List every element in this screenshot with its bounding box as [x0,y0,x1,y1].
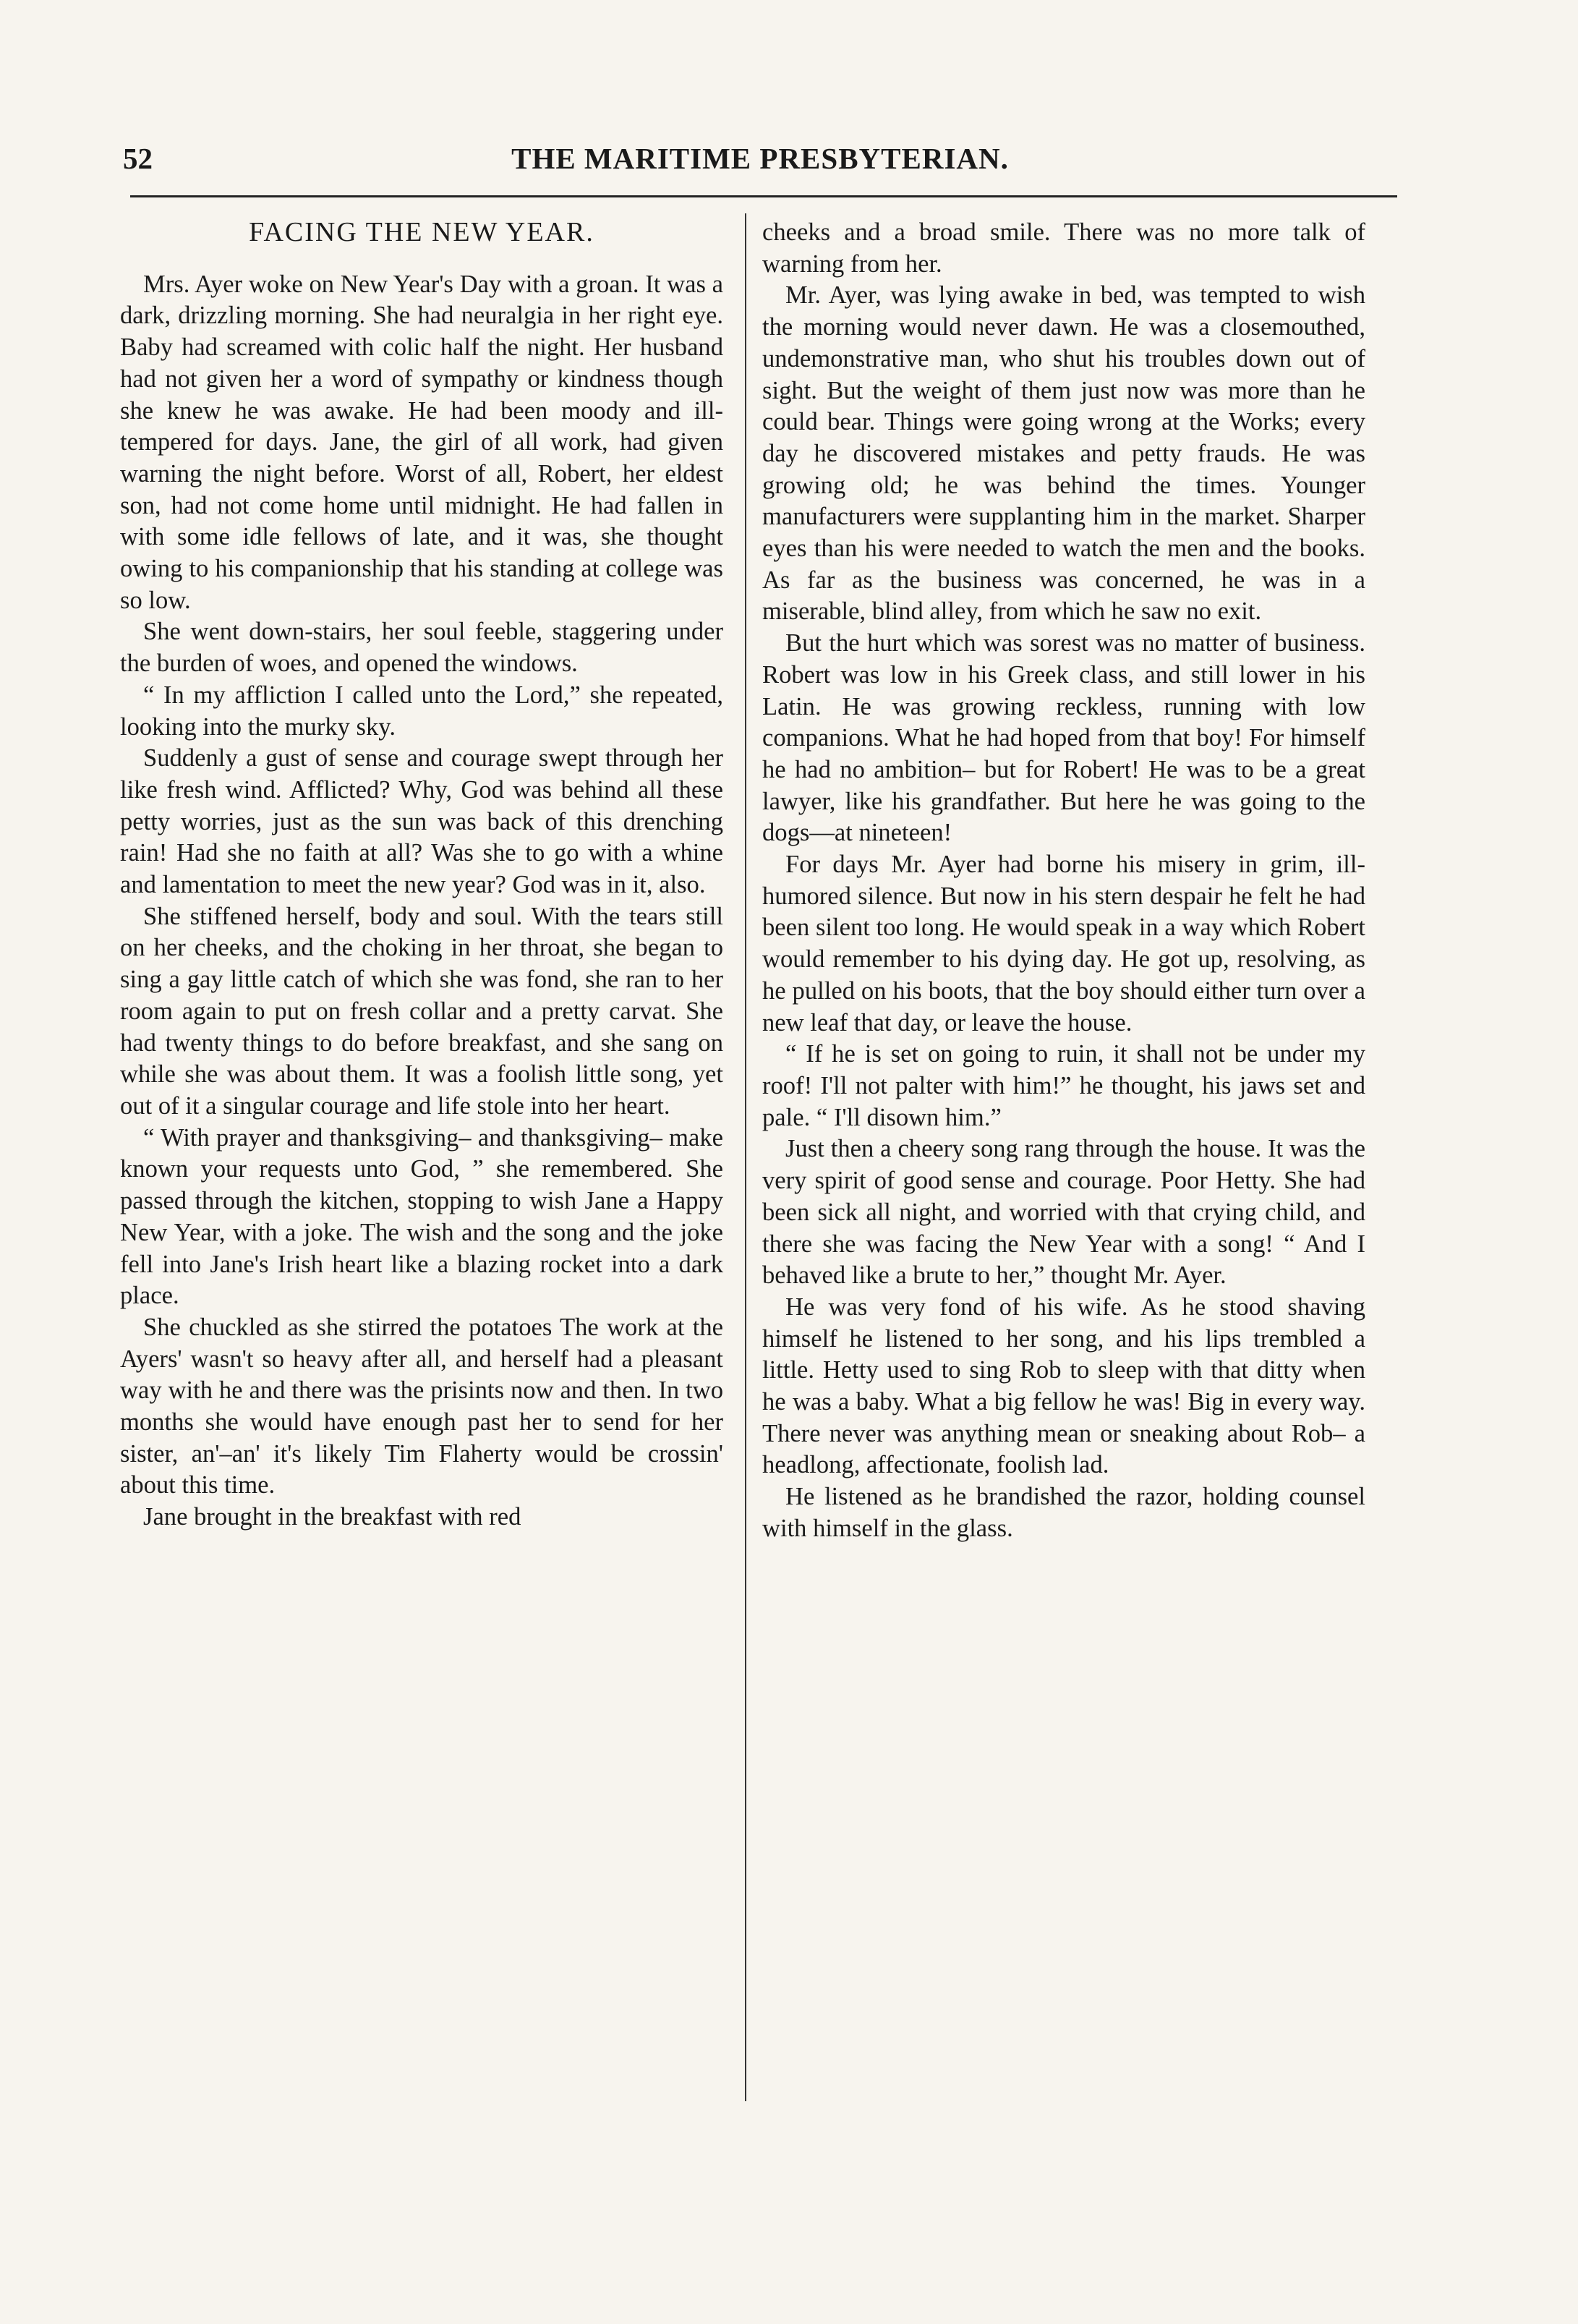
paragraph: But the hurt which was sorest was no matter of business. Robert was low in his Greek class, and still lower in his Latin. He was growing reckless, running with low companions. What he had hoped from that boy! For himself he had no ambition– but for Robert! He was to be a great lawyer, like his grandfather. But here he was going to the dogs—at nineteen! [762,629,1365,847]
paragraph: Mrs. Ayer woke on New Year's Day with a groan. It was a dark, drizzling morning. She had neuralgia in her right eye. Baby had screamed with colic half the night. Her husband had not given her a word of sympathy or kindness though she knew he was awake. He had been moody and ill-tempered for days. Jane, the girl of all work, had given warning the night before. Worst of all, Robert, her eldest son, had not come home until midnight. He had fallen in with some idle fellows of late, and it was, she thought owing to his companionship that his standing at college was so low. [120,270,723,614]
page-number: 52 [123,142,153,175]
right-column [762,217,1365,1545]
paragraph: Mr. Ayer, was lying awake in bed, was tempted to wish the morning would never dawn. He was a closemouthed, undemonstrative man, who shut his troubles down out of sight. But the weight of them just now was more than he could bear. Things were going wrong at the Works; every day he discovered mistakes and petty frauds. He was growing old; he was behind the times. Younger manufacturers were supplanting him in the market. Sharper eyes than his were needed to watch the men and the books. As far as the business was concerned, he was in a miserable, blind alley, from which he saw no exit. [762,281,1365,626]
paragraph: “ In my affliction I called unto the Lord,” she repeated, looking into the murky sky. [120,681,723,741]
column-divider [745,213,746,2101]
paragraph: For days Mr. Ayer had borne his misery in grim, ill-humored silence. But now in his stern despair he felt he had been silent too long. He would speak in a way which Robert would remember to his dying day. He got up, resolving, as he pulled on his boots, that the boy should either turn over a new leaf that day, or leave the house. [762,851,1365,1037]
left-column [120,217,723,1533]
paragraph: She chuckled as she stirred the potatoes The work at the Ayers' wasn't so heavy after all, and herself had a pleasant way with he and there was the prisints now and then. In two months she would have enough past her to send for her sister, an'–an' it's likely Tim Flaherty would be crossin' about this time. [120,1313,723,1499]
paragraph: “ With prayer and thanksgiving– and thanksgiving– make known your requests unto God, ” she remembered. She passed through the kitchen, stopping to wish Jane a Happy New Year, with a joke. The wish and the song and the joke fell into Jane's Irish heart like a blazing rocket into a dark place. [120,1123,723,1310]
article-title: FACING THE NEW YEAR. [249,217,594,247]
paragraph: “ If he is set on going to ruin, it shall not be under my roof! I'll not palter with him!” he thought, his jaws set and pale. “ I'll disown him.” [762,1040,1365,1131]
paragraph: cheeks and a broad smile. There was no more talk of warning from her. [762,218,1365,278]
header-rule [130,195,1397,197]
paragraph: He listened as he brandished the razor, holding counsel with himself in the glass. [762,1483,1365,1542]
paragraph: He was very fond of his wife. As he stood shaving himself he listened to her song, and his lips trembled a little. Hetty used to sing Rob to sleep with that ditty when he was a baby. What a big fellow he was! Big in every way. There never was anything mean or sneaking about Rob– a headlong, affectionate, foolish lad. [762,1293,1365,1479]
journal-title: THE MARITIME PRESBYTERIAN. [511,142,1009,175]
paragraph: She went down-stairs, her soul feeble, staggering under the burden of woes, and opened the windows. [120,618,723,678]
paragraph: Jane brought in the breakfast with red [143,1503,521,1531]
page-header [123,141,1397,184]
paragraph: Suddenly a gust of sense and courage swept through her like fresh wind. Afflicted? Why, God was behind all these petty worries, just as the sun was back of this drenching rain! Had she no faith at all? Was she to go with a whine and lamentation to meet the new year? God was in it, also. [120,744,723,899]
paragraph: She stiffened herself, body and soul. With the tears still on her cheeks, and the choking in her throat, she began to sing a gay little catch of which she was fond, she ran to her room again to put on fresh collar and a pretty carvat. She had twenty things to do before breakfast, and she sang on while she was about them. It was a foolish little song, yet out of it a singular courage and life stole into her heart. [120,902,723,1120]
paragraph: Just then a cheery song rang through the house. It was the very spirit of good sense and courage. Poor Hetty. She had been sick all night, and worried with that crying child, and there she was facing the New Year with a song! “ And I behaved like a brute to her,” thought Mr. Ayer. [762,1135,1365,1290]
